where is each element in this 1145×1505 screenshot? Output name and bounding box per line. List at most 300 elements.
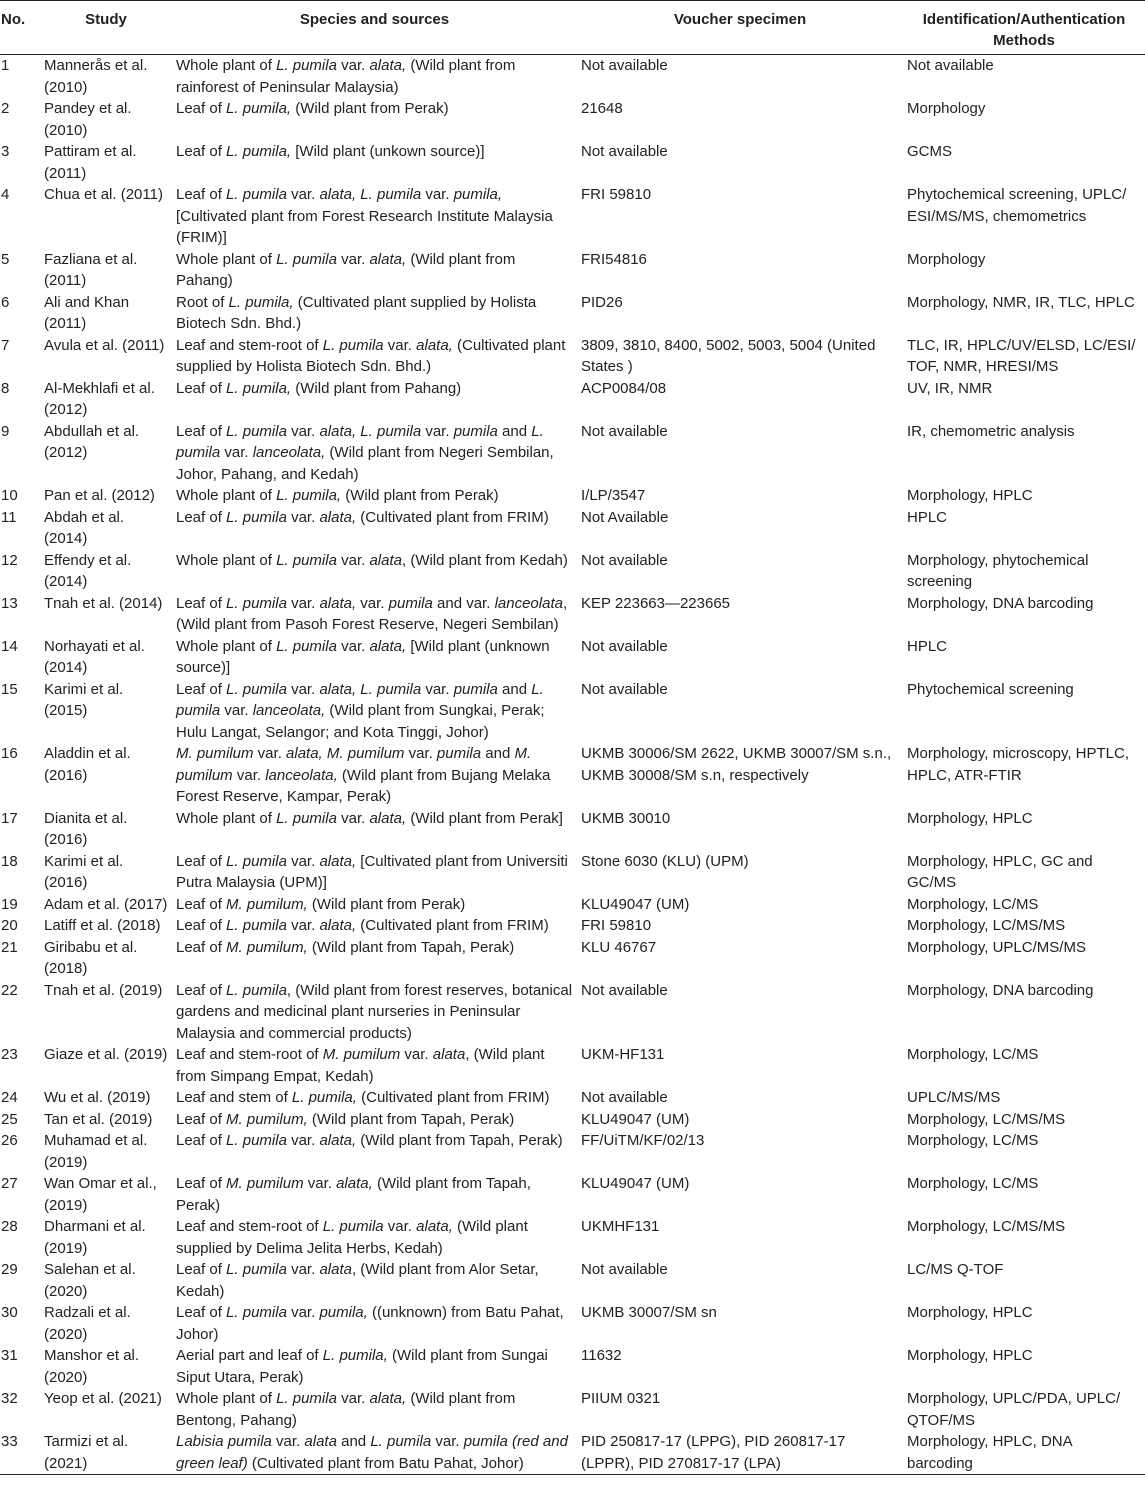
row-species <box>172 421 577 486</box>
species-text: Leaf of <box>176 186 227 203</box>
row-no: 9 <box>1 422 10 440</box>
species-text: Leaf of <box>176 981 227 999</box>
row-study: Norhayati et al. (2014) <box>44 637 145 676</box>
table-row <box>0 1087 1145 1109</box>
species-name: alata, <box>319 1132 357 1149</box>
species-text: var. <box>336 551 370 569</box>
species-name: M. pumilum, <box>226 895 308 913</box>
species-name: alata, L. pumila <box>319 186 422 203</box>
species-name: L. pumila <box>226 594 287 612</box>
row-no: 8 <box>1 379 10 397</box>
table-row <box>0 141 1145 184</box>
row-no: 2 <box>1 100 10 117</box>
row-study: Pandey et al. (2010) <box>44 100 132 139</box>
row-study: Abdullah et al. (2012) <box>44 422 140 461</box>
row-species <box>172 141 577 184</box>
row-voucher: PID26 <box>581 293 623 311</box>
species-text: Leaf and stem of <box>176 1089 292 1106</box>
row-methods: Morphology, LC/MS/MS <box>907 917 1066 934</box>
row-no: 29 <box>1 1261 18 1278</box>
species-name: alata, <box>319 594 357 612</box>
row-no: 33 <box>1 1433 18 1450</box>
row-methods: Morphology, microscopy, HPTLC, HPLC, ATR-FTIR <box>907 745 1130 784</box>
table-row <box>0 1173 1145 1216</box>
species-name: L. pumila <box>276 250 337 268</box>
species-text: Whole plant of <box>176 637 277 655</box>
table-row <box>0 915 1145 937</box>
row-study: Effendy et al. (2014) <box>44 551 132 590</box>
table-row <box>0 1216 1145 1259</box>
species-name: M. pumilum, <box>226 1110 308 1128</box>
species-name: lanceolata, <box>265 766 338 784</box>
species-text: Leaf of <box>176 100 227 117</box>
table-row <box>0 378 1145 421</box>
row-study: Adam et al. (2017) <box>44 895 168 913</box>
row-methods: Morphology, LC/MS <box>907 1175 1039 1192</box>
species-text: (Wild plant from Perak) <box>341 487 499 504</box>
species-text: Leaf of <box>176 680 227 698</box>
species-text: var. <box>336 250 370 268</box>
species-text: (Wild plant from Perak] <box>406 809 563 827</box>
row-voucher: Not available <box>581 551 668 569</box>
species-text: , (Wild plant from Simpang Empat, Kedah) <box>176 1046 545 1085</box>
row-species <box>172 249 577 292</box>
table-row <box>0 937 1145 980</box>
row-no: 11 <box>1 508 17 526</box>
species-text: (Wild plant from Perak) <box>307 895 466 913</box>
species-text: Leaf and stem-root of <box>176 1218 323 1235</box>
species-text: var. <box>286 680 320 698</box>
species-text: (Wild plant from Perak) <box>291 100 449 117</box>
species-name: L. pumila <box>226 1304 287 1321</box>
row-voucher: Not Available <box>581 508 669 526</box>
species-name: alata, <box>369 809 407 827</box>
row-study: Mannerås et al. (2010) <box>44 57 148 96</box>
species-text: Leaf and stem-root of <box>176 336 323 354</box>
row-no: 20 <box>1 917 18 934</box>
row-voucher: UKMB 30007/SM sn <box>581 1304 717 1321</box>
species-text: Leaf of <box>176 852 227 870</box>
row-no: 16 <box>1 745 18 762</box>
species-name: alata, <box>319 917 357 934</box>
species-text: Leaf of <box>176 895 227 913</box>
table-row <box>0 507 1145 550</box>
row-species <box>172 1388 577 1431</box>
row-species <box>172 550 577 593</box>
row-study: Salehan et al. (2020) <box>44 1261 136 1300</box>
row-methods: TLC, IR, HPLC/UV/ELSD, LC/ESI/ TOF, NMR, HRESI/MS <box>907 336 1136 375</box>
row-voucher: FRI54816 <box>581 250 647 268</box>
species-name: L. pumila <box>276 551 337 569</box>
species-text: Leaf of <box>176 508 227 526</box>
row-species <box>172 1216 577 1259</box>
species-name: M. pumilum <box>226 1175 304 1192</box>
table-row <box>0 1044 1145 1087</box>
species-text: var. <box>286 852 320 870</box>
row-study: Abdah et al. (2014) <box>44 508 125 547</box>
header-no: No. <box>1 11 26 28</box>
species-text: and <box>497 680 532 698</box>
species-name: L. pumila <box>276 809 337 827</box>
row-study: Karimi et al. (2016) <box>44 852 124 891</box>
row-voucher: FF/UiTM/KF/02/13 <box>581 1132 705 1149</box>
species-name: L. pumila, <box>276 487 342 504</box>
species-text: Leaf of <box>176 422 227 440</box>
row-voucher: KLU49047 (UM) <box>581 1175 690 1192</box>
species-text: Leaf of <box>176 1304 227 1321</box>
species-text: (Wild plant from Tapah, Perak) <box>356 1132 563 1149</box>
row-voucher: Not available <box>581 1261 668 1278</box>
row-species <box>172 378 577 421</box>
row-study: Al-Mekhlafi et al. (2012) <box>44 379 155 418</box>
species-text: var. <box>356 594 389 612</box>
species-text: var. <box>286 594 320 612</box>
species-text: var. <box>220 444 253 461</box>
row-study: Manshor et al. (2020) <box>44 1347 140 1386</box>
row-methods: Phytochemical screening, UPLC/ ESI/MS/MS, chemometrics <box>907 186 1127 225</box>
species-text: var. <box>421 680 454 698</box>
row-methods: Not available <box>907 57 994 74</box>
row-methods: Morphology, phytochemical screening <box>907 551 1089 590</box>
row-study: Fazliana et al. (2011) <box>44 250 138 289</box>
row-voucher: UKM-HF131 <box>581 1046 665 1063</box>
table-row <box>0 335 1145 378</box>
species-text: var. <box>383 1218 417 1235</box>
species-text: Leaf of <box>176 1110 227 1128</box>
row-no: 25 <box>1 1110 18 1128</box>
header-species: Species and sources <box>299 11 450 28</box>
row-no: 12 <box>1 551 18 569</box>
species-text: Leaf of <box>176 379 227 397</box>
row-no: 26 <box>1 1132 18 1149</box>
table-row <box>0 808 1145 851</box>
row-voucher: KLU49047 (UM) <box>581 1110 690 1128</box>
species-name: L. pumila <box>322 1218 384 1235</box>
species-text: Whole plant of <box>176 487 277 504</box>
species-name: L. pumila <box>276 637 337 655</box>
row-no: 28 <box>1 1218 18 1235</box>
row-study: Pan et al. (2012) <box>44 487 155 504</box>
species-name: alata <box>432 1046 466 1063</box>
row-methods: Morphology, HPLC <box>907 1347 1033 1364</box>
row-species <box>172 335 577 378</box>
row-voucher: Stone 6030 (KLU) (UPM) <box>581 852 749 870</box>
table-row <box>0 636 1145 679</box>
row-methods: Morphology, LC/MS/MS <box>907 1110 1066 1128</box>
row-no: 22 <box>1 981 18 999</box>
row-study: Dharmani et al. (2019) <box>44 1218 146 1257</box>
species-text: Leaf of <box>176 1261 227 1278</box>
species-text: (Cultivated plant from FRIM) <box>356 508 549 526</box>
species-text: Whole plant of <box>176 1390 277 1407</box>
species-text: (Cultivated plant from FRIM) <box>356 1089 550 1106</box>
species-text: var. <box>286 1132 320 1149</box>
row-study: Pattiram et al. (2011) <box>44 143 137 182</box>
species-name: lanceolata, <box>252 702 326 719</box>
species-text: Leaf of <box>176 938 227 956</box>
row-no: 7 <box>1 336 10 354</box>
species-text: [Wild plant (unknown source)] <box>176 637 550 676</box>
header-voucher: Voucher specimen <box>673 11 807 28</box>
species-name: L. pumila <box>276 1390 337 1407</box>
row-study: Dianita et al. (2016) <box>44 809 128 848</box>
row-methods: LC/MS Q-TOF <box>907 1261 1004 1278</box>
species-name: L. pumila <box>226 186 287 203</box>
row-study: Chua et al. (2011) <box>44 186 163 203</box>
row-voucher: PID 250817-17 (LPPG), PID 260817-17 (LPPR), PID 270817-17 (LPA) <box>581 1433 846 1472</box>
row-methods: Morphology, DNA barcoding <box>907 594 1094 612</box>
species-text: var. <box>232 766 266 784</box>
table-row <box>0 894 1145 916</box>
row-methods: Morphology <box>907 100 986 117</box>
species-text: var. <box>336 57 370 74</box>
species-name: alata, <box>319 852 357 870</box>
species-text: var. <box>431 1433 464 1450</box>
species-name: L. pumila <box>276 57 337 74</box>
row-voucher: KLU49047 (UM) <box>581 895 690 913</box>
row-study: Wu et al. (2019) <box>44 1089 151 1106</box>
species-text: var. <box>421 186 454 203</box>
species-name: alata, <box>416 1218 453 1235</box>
species-text: var. <box>286 917 320 934</box>
row-methods: Morphology, LC/MS/MS <box>907 1218 1066 1235</box>
row-methods: Morphology, UPLC/PDA, UPLC/ QTOF/MS <box>907 1390 1121 1429</box>
species-text: var. <box>286 508 320 526</box>
species-text: Whole plant of <box>176 551 277 569</box>
species-text: [Wild plant (unkown source)] <box>291 143 485 160</box>
row-methods: Morphology, HPLC, DNA barcoding <box>907 1433 1072 1472</box>
table-row <box>0 1302 1145 1345</box>
row-species <box>172 894 577 916</box>
species-text: Leaf and stem-root of <box>176 1046 323 1063</box>
table-row <box>0 249 1145 292</box>
row-methods: UPLC/MS/MS <box>907 1089 1001 1106</box>
row-voucher: KEP 223663—223665 <box>581 594 731 612</box>
species-text: var. <box>383 336 417 354</box>
species-name: lanceolata, <box>252 444 326 461</box>
row-voucher: Not available <box>581 57 668 74</box>
species-name: pumila <box>453 422 498 440</box>
row-species <box>172 507 577 550</box>
row-methods: GCMS <box>907 143 952 160</box>
species-text: var. <box>286 422 320 440</box>
species-text: Whole plant of <box>176 809 277 827</box>
row-study: Radzali et al. (2020) <box>44 1304 131 1343</box>
table-row <box>0 184 1145 249</box>
species-name: M. pumilum <box>176 745 254 762</box>
row-species <box>172 937 577 980</box>
table-row <box>0 1388 1145 1431</box>
table-row <box>0 55 1145 99</box>
row-study: Avula et al. (2011) <box>44 336 165 354</box>
species-name: L. pumila <box>226 1132 287 1149</box>
species-text: var. <box>220 702 253 719</box>
species-text: Leaf of <box>176 1175 227 1192</box>
species-text: (Wild plant supplied by Delima Jelita Herbs, Kedah) <box>176 1218 528 1257</box>
table-row <box>0 851 1145 894</box>
table-row <box>0 550 1145 593</box>
row-no: 13 <box>1 594 18 612</box>
row-methods: Morphology <box>907 250 986 268</box>
species-text: var. <box>286 186 320 203</box>
row-voucher: UKMHF131 <box>581 1218 660 1235</box>
row-voucher: FRI 59810 <box>581 917 652 934</box>
table-header <box>0 1 1145 55</box>
row-study: Tarmizi et al. (2021) <box>44 1433 129 1472</box>
species-text: (Wild plant from rainforest of Peninsular Malaysia) <box>176 57 516 96</box>
row-species <box>172 1087 577 1109</box>
row-methods: Morphology, LC/MS <box>907 1046 1039 1063</box>
species-text: Leaf of <box>176 1132 227 1149</box>
row-no: 31 <box>1 1347 18 1364</box>
species-name: alata, <box>369 250 407 268</box>
species-text: (Wild plant from Tapah, Perak) <box>307 1110 515 1128</box>
species-text: (Wild plant from Pahang) <box>291 379 462 397</box>
table-row <box>0 980 1145 1045</box>
species-text: Leaf of <box>176 594 227 612</box>
row-methods: Morphology, LC/MS <box>907 895 1039 913</box>
species-text: , (Wild plant from Kedah) <box>401 551 568 569</box>
row-methods: Morphology, DNA barcoding <box>907 981 1094 999</box>
header-study: Study <box>85 11 127 28</box>
species-text: (Cultivated plant from FRIM) <box>356 917 549 934</box>
species-text: (Wild plant from Negeri Sembilan, Johor, Pahang, and Kedah) <box>176 444 554 483</box>
species-name: alata, <box>369 637 407 655</box>
species-name: alata, <box>369 57 407 74</box>
row-species <box>172 593 577 636</box>
species-text: Leaf of <box>176 917 227 934</box>
row-voucher: Not available <box>581 422 668 440</box>
row-voucher: KLU 46767 <box>581 938 657 956</box>
species-text: var. <box>336 809 370 827</box>
table-row <box>0 1345 1145 1388</box>
species-name: L. pumila <box>226 981 287 999</box>
row-study: Giaze et al. (2019) <box>44 1046 168 1063</box>
species-name: alata, <box>336 1175 373 1192</box>
species-text: Whole plant of <box>176 57 277 74</box>
row-species <box>172 1345 577 1388</box>
row-voucher: PIIUM 0321 <box>581 1390 661 1407</box>
row-methods: Morphology, HPLC <box>907 487 1033 504</box>
species-text: var. <box>303 1175 337 1192</box>
row-voucher: Not available <box>581 680 668 698</box>
row-voucher: 21648 <box>581 100 623 117</box>
table-row <box>0 1130 1145 1173</box>
species-text: (Cultivated plant supplied by Holista Biotech Sdn. Bhd.) <box>176 336 566 375</box>
row-no: 5 <box>1 250 10 268</box>
species-text: and <box>336 1433 371 1450</box>
row-species <box>172 808 577 851</box>
species-text: (Cultivated plant from Batu Pahat, Johor) <box>247 1454 524 1472</box>
species-name: L. pumila <box>226 680 287 698</box>
species-text: , (Wild plant from forest reserves, botanical gardens and medicinal plant nurseries in Peninsular Malaysia and commercial products) <box>176 981 573 1042</box>
row-species <box>172 980 577 1045</box>
row-study: Giribabu et al. (2018) <box>44 938 138 977</box>
species-text: and <box>481 745 515 762</box>
species-name: L. pumila, <box>226 143 292 160</box>
species-name: alata <box>304 1433 337 1450</box>
table-row <box>0 98 1145 141</box>
row-study: Ali and Khan (2011) <box>44 293 130 332</box>
species-text: [Cultivated plant from Universiti Putra Malaysia (UPM)] <box>176 852 568 891</box>
species-text: (Wild plant from Tapah, Perak) <box>176 1175 531 1214</box>
species-name: Labisia pumila <box>176 1433 272 1450</box>
row-study: Muhamad et al. (2019) <box>44 1132 148 1171</box>
species-name: alata <box>319 1261 352 1278</box>
row-voucher: ACP0084/08 <box>581 379 667 397</box>
species-text: Aerial part and leaf of <box>176 1347 323 1364</box>
table-body <box>0 55 1145 1475</box>
row-no: 17 <box>1 809 18 827</box>
species-text: var. <box>336 637 370 655</box>
species-text: , (Wild plant from Alor Setar, Kedah) <box>176 1261 539 1300</box>
species-text: Whole plant of <box>176 250 277 268</box>
species-name: alata, L. pumila <box>319 422 422 440</box>
row-no: 27 <box>1 1175 18 1192</box>
species-name: pumila <box>388 594 433 612</box>
species-name: L. pumila <box>226 917 287 934</box>
species-name: alata <box>369 551 402 569</box>
row-no: 30 <box>1 1304 18 1321</box>
row-species <box>172 1044 577 1087</box>
species-text: (Wild plant from Bentong, Pahang) <box>176 1390 516 1429</box>
table-row <box>0 593 1145 636</box>
row-species <box>172 1109 577 1131</box>
table-row <box>0 743 1145 808</box>
species-name: alata, <box>416 336 453 354</box>
row-study: Tnah et al. (2019) <box>44 981 163 999</box>
species-text: Root of <box>176 293 229 311</box>
species-name: L. pumila, <box>291 1089 357 1106</box>
row-species <box>172 679 577 744</box>
row-voucher: Not available <box>581 637 668 655</box>
species-name: L. pumila <box>226 852 287 870</box>
species-name: M. pumilum <box>176 745 532 784</box>
species-name: L. pumila <box>226 1261 287 1278</box>
species-text: var. <box>404 745 437 762</box>
species-name: L. pumila <box>322 336 384 354</box>
row-no: 1 <box>1 57 10 74</box>
row-methods: IR, chemometric analysis <box>907 422 1075 440</box>
row-voucher: FRI 59810 <box>581 186 652 203</box>
row-species <box>172 1173 577 1216</box>
row-methods: UV, IR, NMR <box>907 379 993 397</box>
species-name: alata, L. pumila <box>319 680 422 698</box>
row-methods: Morphology, UPLC/MS/MS <box>907 938 1086 956</box>
species-text: var. <box>336 1390 370 1407</box>
species-name: L. pumila, <box>226 100 292 117</box>
row-voucher: Not available <box>581 981 668 999</box>
species-name: L. pumila, <box>228 293 294 311</box>
species-name: M. pumilum <box>322 1046 401 1063</box>
species-name: L. pumila <box>176 680 544 719</box>
row-species <box>172 98 577 141</box>
species-text: [Cultivated plant from Forest Research Institute Malaysia (FRIM)] <box>176 207 553 246</box>
row-species <box>172 485 577 507</box>
species-name: pumila <box>453 680 498 698</box>
row-species <box>172 915 577 937</box>
row-species <box>172 1259 577 1302</box>
row-species <box>172 1431 577 1475</box>
row-voucher: UKMB 30010 <box>581 809 671 827</box>
table-row <box>0 421 1145 486</box>
species-text: var. <box>421 422 454 440</box>
row-no: 21 <box>1 938 18 956</box>
row-no: 19 <box>1 895 18 913</box>
row-species <box>172 743 577 808</box>
species-name: pumila (red and green leaf) <box>176 1433 568 1472</box>
species-name: alata, M. pumilum <box>286 745 405 762</box>
